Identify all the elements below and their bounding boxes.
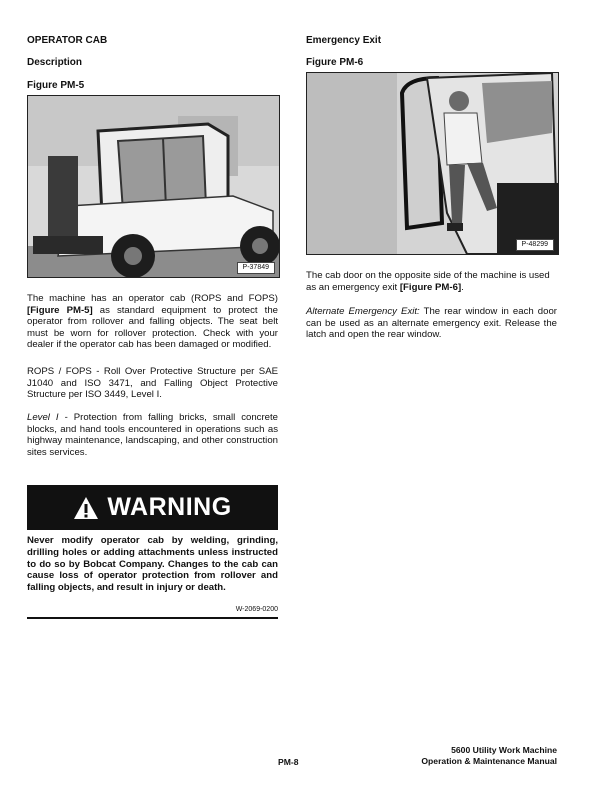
alternate-exit-term: Alternate Emergency Exit:	[306, 306, 420, 317]
section-title-operator-cab: OPERATOR CAB	[27, 35, 108, 46]
section-title-emergency-exit: Emergency Exit	[306, 35, 382, 46]
subtitle-description: Description	[27, 57, 83, 68]
warning-triangle-icon	[73, 496, 99, 520]
warning-text: Never modify operator cab by welding, grinding, drilling holes or adding attachments unless instructed to do so by Bobcat Company. Changes to the cab can cause loss of operator protection from rollover and falling objects, and result in injury or death.	[27, 535, 278, 594]
emergency-exit-paragraph	[306, 270, 557, 293]
manual-title	[380, 745, 557, 767]
figure-pm6-photo	[306, 72, 559, 255]
cab-description-paragraph	[27, 293, 278, 351]
alternate-exit-paragraph	[306, 306, 557, 341]
para1-right-post: .	[461, 281, 464, 293]
figure-pm6-reference: [Figure PM-6]	[399, 281, 462, 293]
para1-text-post: as standard equipment to protect the operator from rollover and falling objects. The seat belt must be worn for rollover protection. Check with your dealer if the operator cab has been damaged or modified.	[27, 304, 278, 351]
figure-caption-pm5: Figure PM-5	[27, 80, 85, 91]
utility-machine-illustration	[28, 96, 279, 277]
warning-title: WARNING	[107, 493, 232, 521]
manual-title-line2: Operation & Maintenance Manual	[421, 756, 557, 766]
manual-title-line1: 5600 Utility Work Machine	[451, 745, 557, 755]
figure-pm5-reference: [Figure PM-5]	[27, 304, 93, 316]
warning-code: W-2069-0200	[235, 606, 278, 613]
figure-id-pm6: P-48299	[516, 239, 554, 251]
level-i-paragraph	[27, 412, 278, 458]
level-i-text: - Protection from falling bricks, small concrete blocks, and hand tools encountered in operations such as highway maintenance, landscaping, and other construction sites services.	[27, 412, 278, 458]
page-number: PM-8	[278, 757, 299, 767]
warning-banner	[27, 485, 278, 530]
figure-caption-pm6: Figure PM-6	[306, 57, 364, 68]
rops-fops-paragraph: ROPS / FOPS - Roll Over Protective Structure per SAE J1040 and ISO 3471, and Falling Object Protective Structure per ISO 3449, Level I.	[27, 366, 278, 401]
alternate-exit-text: The rear window in each door can be used as an alternate emergency exit. Release the latch and open the rear window.	[306, 306, 557, 341]
figure-id-pm5: P-37849	[237, 262, 275, 274]
level-i-term: Level I	[27, 412, 59, 423]
para1-right-pre: The cab door on the opposite side of the machine is used as an emergency exit	[306, 270, 550, 293]
warning-bottom-rule	[27, 617, 278, 619]
operator-exiting-cab-illustration	[307, 73, 558, 254]
para1-text-pre: The machine has an operator cab (ROPS and FOPS)	[27, 293, 278, 304]
figure-pm5-photo	[27, 95, 280, 278]
